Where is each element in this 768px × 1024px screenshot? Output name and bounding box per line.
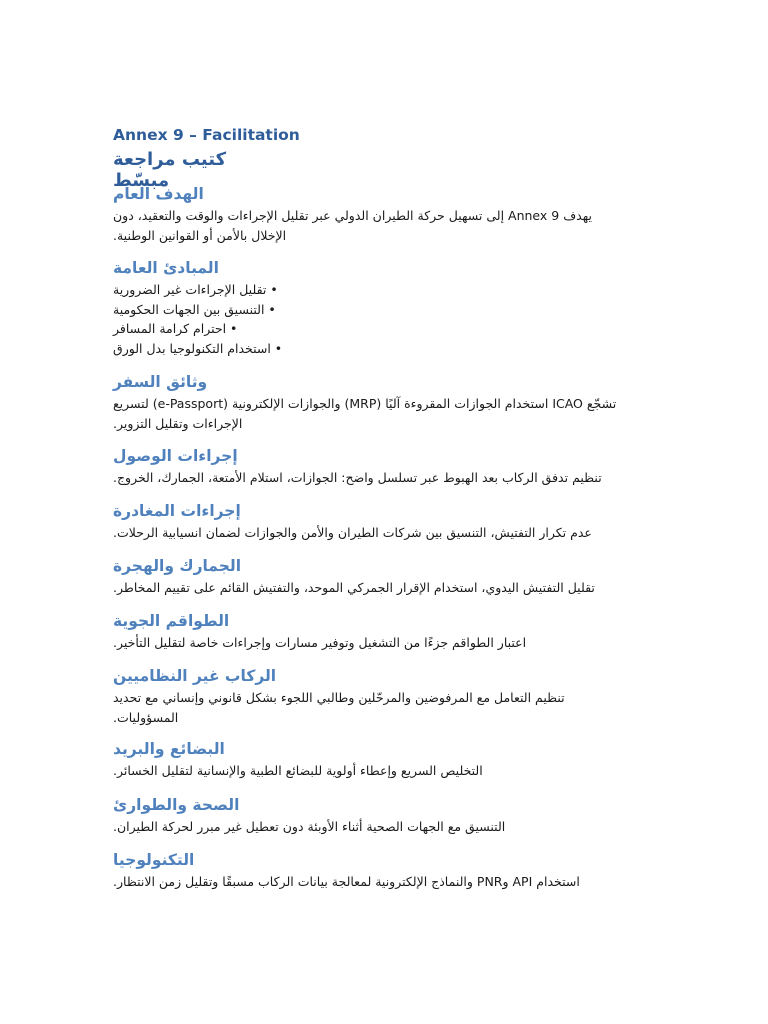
- section-body: [113, 688, 653, 728]
- section-heading: الطواقم الجوية: [113, 612, 230, 630]
- section-general-objective: [113, 183, 653, 246]
- list-item: • التنسيق بين الجهات الحكومية: [113, 301, 276, 317]
- section-heading: إجراءات الوصول: [113, 447, 238, 465]
- section-heading: الهدف العام: [113, 185, 204, 203]
- body-line: يهدف Annex 9 إلى تسهيل حركة الطيران الدولي عبر تقليل الإجراءات والوقت والتعقيد، دون: [113, 208, 592, 223]
- body-line: اعتبار الطواقم جزءًا من التشغيل وتوفير مسارات وإجراءات خاصة لتقليل التأخير.: [113, 635, 527, 650]
- section-heading: وثائق السفر: [113, 373, 208, 391]
- section-body: [113, 578, 653, 598]
- body-line: تشجّع ICAO استخدام الجوازات المقروءة آليًا (MRP) والجوازات الإلكترونية (e-Passport) لتسريع: [113, 396, 617, 411]
- section-air-crews: [113, 610, 653, 653]
- body-line: تقليل التفتيش اليدوي، استخدام الإقرار الجمركي الموحد، والتفتيش القائم على تقييم المخاطر.: [113, 580, 595, 595]
- section-body: [113, 206, 653, 246]
- section-irregular-passengers: [113, 665, 653, 728]
- section-body: [113, 633, 653, 653]
- section-body: [113, 817, 653, 837]
- document-title: Annex 9 – Facilitation: [113, 126, 300, 144]
- section-heading: التكنولوجيا: [113, 851, 195, 869]
- principles-list: [113, 280, 653, 358]
- section-heading: الجمارك والهجرة: [113, 557, 242, 575]
- section-body: [113, 468, 653, 488]
- body-line: التخليص السريع وإعطاء أولوية للبضائع الطبية والإنسانية لتقليل الخسائر.: [113, 763, 483, 778]
- section-body: [113, 872, 653, 892]
- section-travel-documents: [113, 371, 653, 434]
- section-heading: الصحة والطوارئ: [113, 796, 240, 814]
- body-line: المسؤوليات.: [113, 710, 179, 725]
- section-body: [113, 394, 653, 434]
- section-arrival-procedures: [113, 445, 653, 488]
- body-line: الإخلال بالأمن أو القوانين الوطنية.: [113, 228, 287, 243]
- body-line: التنسيق مع الجهات الصحية أثناء الأوبئة دون تعطيل غير مبرر لحركة الطيران.: [113, 819, 506, 834]
- list-item: • تقليل الإجراءات غير الضرورية: [113, 282, 278, 297]
- body-line: الإجراءات وتقليل التزوير.: [113, 416, 243, 431]
- section-cargo-mail: [113, 738, 653, 781]
- body-line: استخدام API وPNR والنماذج الإلكترونية لمعالجة بيانات الركاب مسبقًا وتقليل زمن الانتظار.: [113, 874, 580, 889]
- section-heading: إجراءات المغادرة: [113, 502, 241, 520]
- section-heading: المبادئ العامة: [113, 259, 219, 277]
- section-body: [113, 761, 653, 781]
- section-general-principles: [113, 257, 653, 358]
- section-health-emergencies: [113, 794, 653, 837]
- section-departure-procedures: [113, 500, 653, 543]
- section-heading: البضائع والبريد: [113, 740, 225, 758]
- list-item: • احترام كرامة المسافر: [113, 321, 238, 336]
- list-item: • استخدام التكنولوجيا بدل الورق: [113, 340, 283, 356]
- section-technology: [113, 849, 653, 892]
- section-customs-immigration: [113, 555, 653, 598]
- body-line: تنظيم تدفق الركاب بعد الهبوط عبر تسلسل واضح: الجوازات، استلام الأمتعة، الجمارك، الخروج.: [113, 470, 602, 485]
- body-line: تنظيم التعامل مع المرفوضين والمرحّلين وطالبي اللجوء بشكل قانوني وإنساني مع تحديد: [113, 690, 565, 705]
- section-heading: الركاب غير النظاميين: [113, 667, 277, 685]
- body-line: عدم تكرار التفتيش، التنسيق بين شركات الطيران والأمن والجوازات لضمان انسيابية الرحلات.: [113, 525, 592, 540]
- section-body: [113, 523, 653, 543]
- document-subtitle: كتيب مراجعة مبسّط: [113, 149, 227, 191]
